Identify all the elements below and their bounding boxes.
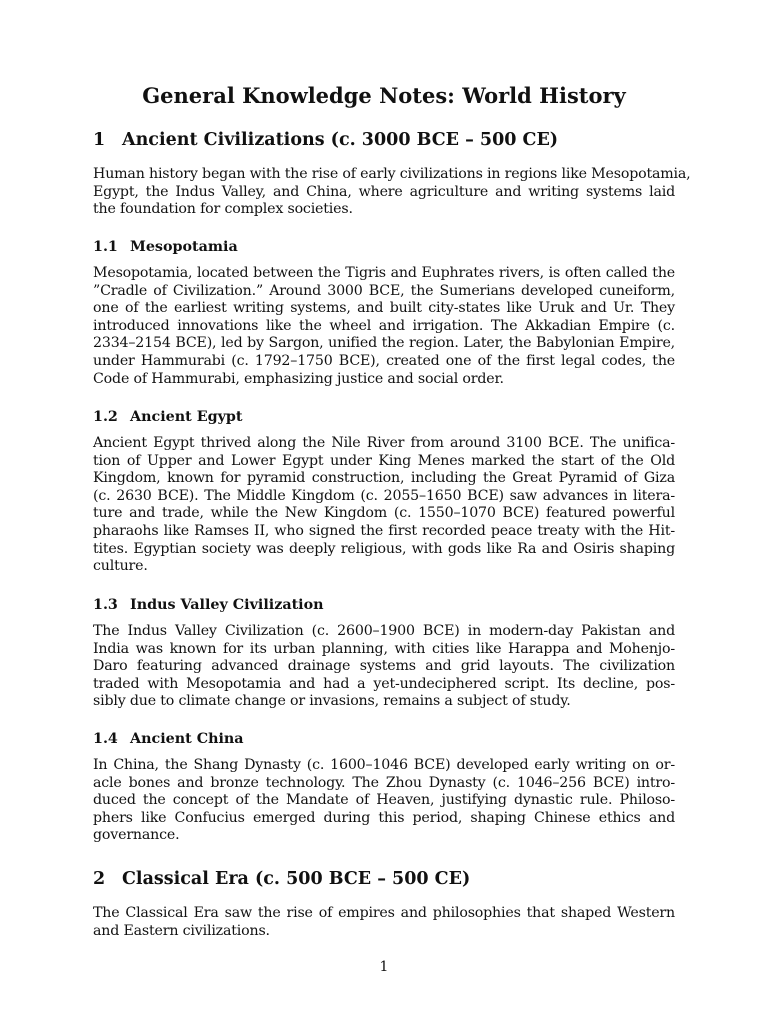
subsection-heading — [93, 407, 693, 427]
text-line: traded with Mesopotamia and had a yet-undeciphered script. Its decline, pos- — [93, 675, 675, 692]
section-title: Ancient Civilizations (c. 3000 BCE – 500 CE) — [122, 130, 559, 150]
text-line: introduced innovations like the wheel and irrigation. The Akkadian Empire (c. — [93, 317, 675, 334]
section-heading — [93, 128, 693, 152]
text-line: governance. — [93, 827, 180, 844]
text-line: Human history began with the rise of early civilizations in regions like Mesopotamia, — [93, 166, 691, 182]
text-line: In China, the Shang Dynasty (c. 1600–1046 BCE) developed early writing on or- — [93, 757, 675, 773]
text-line: ture and trade, while the New Kingdom (c. 1550–1070 BCE) featured powerful — [93, 505, 675, 522]
text-line: ”Cradle of Civilization.” Around 3000 BCE, the Sumerians developed cuneiform, — [93, 282, 675, 299]
text-line: India was known for its urban planning, with cities like Harappa and Mohenjo- — [93, 640, 675, 657]
text-line: sibly due to climate change or invasions, remains a subject of study. — [93, 693, 571, 710]
subsection-number: 1.2 — [93, 409, 118, 425]
text-line: tites. Egyptian society was deeply religious, with gods like Ra and Osiris shaping — [93, 540, 675, 557]
text-line: Kingdom, known for pyramid construction, including the Great Pyramid of Giza — [93, 470, 675, 487]
section-intro-paragraph — [93, 905, 675, 940]
text-line: (c. 2630 BCE). The Middle Kingdom (c. 2055–1650 BCE) saw advances in litera- — [93, 487, 675, 504]
section-heading — [93, 867, 693, 891]
text-line: 2334–2154 BCE), led by Sargon, unified the region. Later, the Babylonian Empire, — [93, 335, 675, 352]
text-line: under Hammurabi (c. 1792–1750 BCE), created one of the first legal codes, the — [93, 352, 675, 369]
subsection-heading — [93, 729, 693, 749]
text-line: tion of Upper and Lower Egypt under King Menes marked the start of the Old — [93, 452, 675, 469]
section-title: Classical Era (c. 500 BCE – 500 CE) — [122, 869, 471, 889]
page-number: 1 — [379, 959, 389, 975]
text-line: The Classical Era saw the rise of empires and philosophies that shaped Western — [93, 905, 675, 921]
text-line: Ancient Egypt thrived along the Nile River from around 3100 BCE. The unifica- — [93, 435, 675, 451]
text-line: and Eastern civilizations. — [93, 922, 270, 939]
subsection-number: 1.1 — [93, 239, 118, 255]
subsection-number: 1.4 — [93, 731, 118, 747]
text-line: Egypt, the Indus Valley, and China, where agriculture and writing systems laid — [93, 183, 675, 200]
subsection-title: Mesopotamia — [130, 239, 238, 255]
subsection-heading — [93, 595, 693, 615]
section-intro-paragraph — [93, 166, 691, 219]
text-line: the foundation for complex societies. — [93, 201, 353, 218]
text-line: Daro featuring advanced drainage systems and grid layouts. The civilization — [93, 658, 675, 675]
text-line: pharaohs like Ramses II, who signed the first recorded peace treaty with the Hit- — [93, 522, 675, 539]
subsection-paragraph — [93, 623, 675, 711]
text-line: phers like Confucius emerged during this period, shaping Chinese ethics and — [93, 809, 675, 826]
section-number: 2 — [93, 869, 106, 889]
subsection-paragraph — [93, 265, 675, 388]
subsection-title: Ancient China — [130, 731, 244, 747]
text-line: The Indus Valley Civilization (c. 2600–1900 BCE) in modern-day Pakistan and — [93, 623, 675, 639]
subsection-paragraph — [93, 757, 675, 845]
subsection-heading — [93, 237, 693, 257]
subsection-paragraph — [93, 435, 675, 576]
subsection-number: 1.3 — [93, 597, 118, 613]
text-line: duced the concept of the Mandate of Heaven, justifying dynastic rule. Philoso- — [93, 792, 675, 809]
subsection-title: Indus Valley Civilization — [130, 597, 324, 613]
document-title: General Knowledge Notes: World History — [142, 83, 626, 108]
text-line: Mesopotamia, located between the Tigris and Euphrates rivers, is often called the — [93, 265, 675, 281]
subsection-title: Ancient Egypt — [130, 409, 243, 425]
text-line: Code of Hammurabi, emphasizing justice and social order. — [93, 370, 504, 387]
text-line: one of the earliest writing systems, and built city-states like Uruk and Ur. They — [93, 300, 675, 317]
text-line: culture. — [93, 558, 148, 575]
section-number: 1 — [93, 130, 106, 150]
text-line: acle bones and bronze technology. The Zhou Dynasty (c. 1046–256 BCE) intro- — [93, 774, 675, 791]
